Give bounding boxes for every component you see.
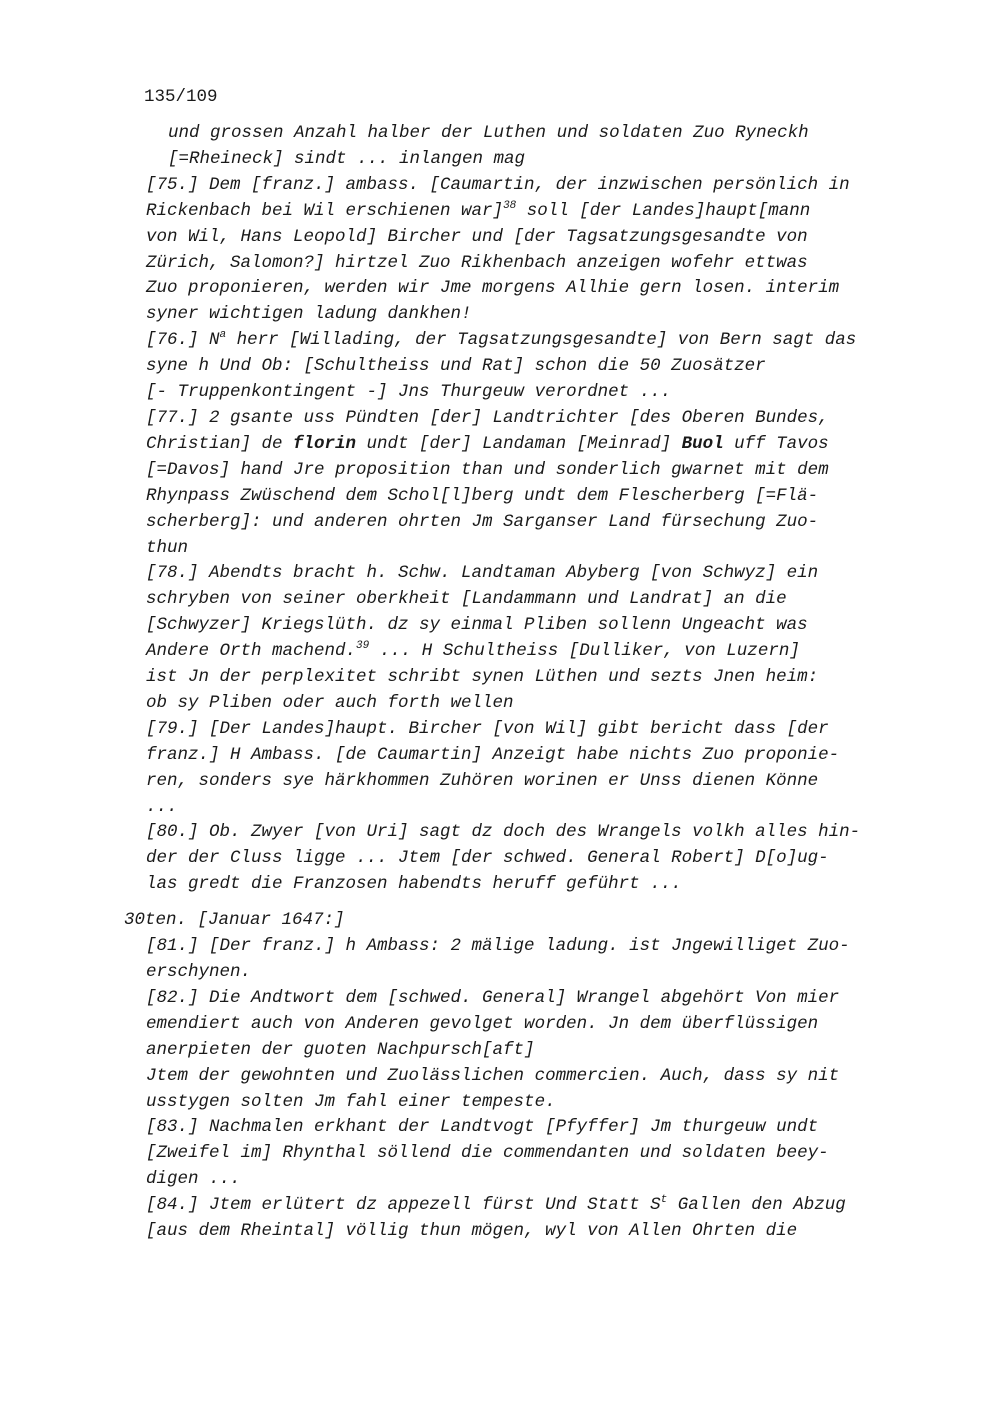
text-line: [aus dem Rheintal] völlig thun mögen, wyl von Allen Ohrten die <box>146 1221 798 1242</box>
text-line: Rhynpass Zwüschend dem Schol[l]berg undt dem Flescherberg [=Flä- <box>146 485 819 506</box>
text-line: [79.] [Der Landes]haupt. Bircher [von Wil] gibt bericht dass [der <box>146 718 829 739</box>
text-line: [=Davos] hand Jre proposition than und sonderlich gwarnet mit dem <box>146 459 829 480</box>
bold-name: Buol <box>681 433 724 454</box>
text-line: [78.] Abendts bracht h. Schw. Landtaman Abyberg [von Schwyz] ein <box>146 563 819 584</box>
paragraph-continuation <box>146 121 916 173</box>
text-line: 30ten. [Januar 1647:] <box>124 910 345 931</box>
superscript: t <box>660 1194 668 1207</box>
entry-79 <box>146 717 916 821</box>
text-line: syne h Und Ob: [Schultheiss und Rat] schon die 50 Zuosätzer <box>146 356 766 377</box>
entry-81 <box>146 934 916 986</box>
text-line: von Wil, Hans Leopold] Bircher und [der Tagsatzungsgesandte von <box>146 226 808 247</box>
entry-83 <box>146 1115 916 1193</box>
text-line: [84.] Jtem erlütert dz appezell fürst Und Statt $S^t$ Gallen den Abzug <box>146 1194 846 1216</box>
text-line: [81.] [Der franz.] h Ambass: 2 mälige ladung. ist Jngewilliget Zuo- <box>146 936 850 957</box>
text-line: usstygen solten Jm fahl einer tempeste. <box>146 1091 556 1112</box>
text-line: ren, sonders sye härkhommen Zuhören worinen er Unss dienen Könne <box>146 770 819 791</box>
text-line: Rickenbach bei Wil erschienen war]$^{38}$ soll [der Landes]haupt[mann <box>146 199 811 221</box>
text-line: [=Rheineck] sindt ... inlangen mag <box>168 148 526 169</box>
text-line: Christian] de florin undt [der] Landaman [Meinrad] Buol uff Tavos <box>146 433 829 454</box>
text-line: ist Jn der perplexitet schribt synen Lüthen und sezts Jnen heim: <box>146 667 819 688</box>
text-line: und grossen Anzahl halber der Luthen und soldaten Zuo Ryneckh <box>168 123 809 143</box>
bold-name: florin <box>293 433 357 454</box>
entry-80 <box>146 820 916 898</box>
date-heading <box>124 908 916 934</box>
text-line: Zürich, Salomon?] hirtzel Zuo Rikhenbach anzeigen wofehr ettwas <box>146 252 808 273</box>
text-line: emendiert auch von Anderen gevolget worden. Jn dem überflüssigen <box>146 1013 819 1034</box>
text-line: Andere Orth machend.$^{39}$ ... H Schultheiss [Dulliker, von Luzern] <box>146 640 800 662</box>
entry-77 <box>146 406 916 561</box>
entry-82 <box>146 986 916 1116</box>
footnote-ref: 38 <box>503 199 517 212</box>
text-line: [76.] $N^a$ herr [Willading, der Tagsatzungsgesandte] von Bern sagt das <box>146 329 857 351</box>
entry-84 <box>146 1193 916 1245</box>
text-line: thun <box>146 537 189 558</box>
text-line: [Schwyzer] Kriegslüth. dz sy einmal Pliben sollenn Ungeacht was <box>146 615 808 636</box>
text-line: syner wichtigen ladung dankhen! <box>146 304 472 325</box>
text-line: [75.] Dem [franz.] ambass. [Caumartin, der inzwischen persönlich in <box>146 174 850 195</box>
superscript: a <box>219 329 227 342</box>
text-line: Jtem der gewohnten und Zuolässlichen commercien. Auch, dass sy nit <box>146 1065 840 1086</box>
text-line: [- Truppenkontingent -] Jns Thurgeuw verordnet ... <box>146 382 672 403</box>
text-line: anerpieten der guoten Nachpursch[aft] <box>146 1039 535 1060</box>
text-line: [80.] Ob. Zwyer [von Uri] sagt dz doch des Wrangels volkh alles hin- <box>146 822 861 843</box>
text-line: [82.] Die Andtwort dem [schwed. General] Wrangel abgehört Von mier <box>146 987 840 1008</box>
text-line: [Zweifel im] Rhynthal söllend die commendanten und soldaten beey- <box>146 1143 829 1164</box>
text-line: franz.] H Ambass. [de Caumartin] Anzeigt habe nichts Zuo proponie- <box>146 744 840 765</box>
page-number: 135/109 <box>144 87 218 107</box>
text-line: der der Cluss ligge ... Jtem [der schwed. General Robert] D[o]ug- <box>146 848 829 869</box>
document-body <box>124 121 916 1245</box>
text-line: scherberg]: und anderen ohrten Jm Sarganser Land fürsechung Zuo- <box>146 511 819 532</box>
entry-75 <box>146 173 916 328</box>
text-line: ... <box>146 796 178 817</box>
text-line: schryben von seiner oberkheit [Landammann und Landrat] an die <box>146 589 787 610</box>
text-line: ob sy Pliben oder auch forth wellen <box>146 692 514 713</box>
entry-78 <box>146 561 916 716</box>
text-line: digen ... <box>146 1169 241 1190</box>
text-line: [77.] 2 gsante uss Pündten [der] Landtrichter [des Oberen Bundes, <box>146 407 829 428</box>
text-line: erschynen. <box>146 962 252 982</box>
text-line: [83.] Nachmalen erkhant der Landtvogt [Pfyffer] Jm thurgeuw undt <box>146 1117 819 1138</box>
entry-76 <box>146 328 916 406</box>
text-line: las gredt die Franzosen habendts heruff geführt ... <box>146 874 682 895</box>
text-line: Zuo proponieren, werden wir Jme morgens Allhie gern losen. interim <box>146 278 840 299</box>
footnote-ref: 39 <box>356 640 370 653</box>
